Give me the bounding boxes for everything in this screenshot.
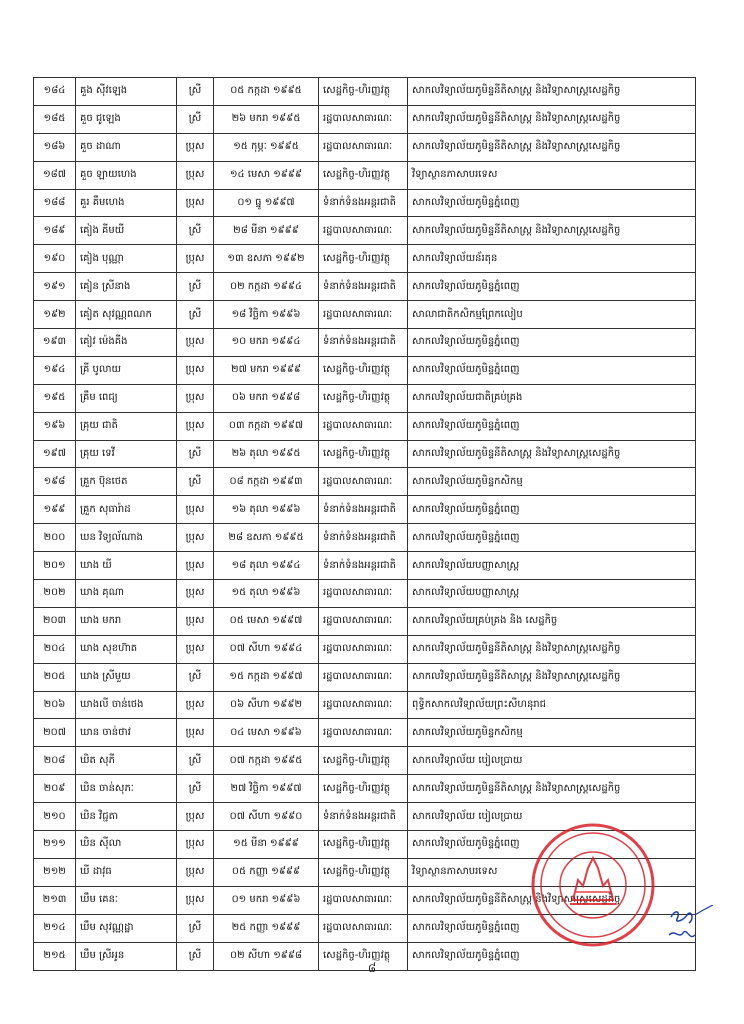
institution-cell: សាកលវិទ្យាល័យភូមិន្ទភ្នំពេញ bbox=[408, 524, 696, 552]
candidate-sex-cell: ប្រុស bbox=[177, 580, 214, 608]
date-of-birth-cell: ០៧ កក្កដា ១៩៩៥ bbox=[214, 747, 319, 775]
table-row bbox=[34, 775, 696, 803]
row-number-cell: ១៩៤ bbox=[34, 356, 76, 384]
candidate-sex-cell: ស្រី bbox=[177, 105, 214, 133]
row-number-cell: ១៩៦ bbox=[34, 412, 76, 440]
candidate-sex-cell: ស្រី bbox=[177, 217, 214, 245]
table-row bbox=[34, 133, 696, 161]
candidate-name-cell: ឃិត សុភី bbox=[76, 747, 177, 775]
date-of-birth-cell: ០៣ កក្កដា ១៩៩៧ bbox=[214, 412, 319, 440]
institution-cell: សាកលវិទ្យាល័យភូមិន្ទកសិកម្ម bbox=[408, 719, 696, 747]
candidate-name-cell: ឃី ដាវុធ bbox=[76, 858, 177, 886]
candidate-sex-cell: ស្រី bbox=[177, 914, 214, 942]
study-field-cell: រដ្ឋបាលសាធារណៈ bbox=[319, 580, 408, 608]
institution-cell: សាកលវិទ្យាល័យភូមិន្ទនីតិសាស្ត្រ និងវិទ្យាសាស្ត្រសេដ្ឋកិច្ច bbox=[408, 217, 696, 245]
candidate-name-cell: ឃាងលី ចាន់ថេង bbox=[76, 691, 177, 719]
row-number-cell: ២០៨ bbox=[34, 747, 76, 775]
date-of-birth-cell: ២៧ មករា ១៩៩៩ bbox=[214, 356, 319, 384]
row-number-cell: ១៩០ bbox=[34, 245, 76, 273]
study-field-cell: រដ្ឋបាលសាធារណៈ bbox=[319, 663, 408, 691]
date-of-birth-cell: ២៥ កញ្ញា ១៩៩៩ bbox=[214, 914, 319, 942]
candidate-name-cell: គួច ជូឡេង bbox=[76, 105, 177, 133]
date-of-birth-cell: ២៦ តុលា ១៩៩៥ bbox=[214, 440, 319, 468]
study-field-cell: សេដ្ឋកិច្ច-ហិរញ្ញវត្ថុ bbox=[319, 858, 408, 886]
institution-cell: សាកលវិទ្យាល័យភូមិន្ទភ្នំពេញ bbox=[408, 412, 696, 440]
study-field-cell: ទំនាក់ទំនងអន្តរជាតិ bbox=[319, 524, 408, 552]
date-of-birth-cell: ០៦ មករា ១៩៩៨ bbox=[214, 384, 319, 412]
date-of-birth-cell: ១៤ មេសា ១៩៩៩ bbox=[214, 161, 319, 189]
candidate-name-cell: ឃន វិទ្យល័ណាង bbox=[76, 524, 177, 552]
institution-cell: សាកលវិទ្យាល័យភូមិន្ទនីតិសាស្ត្រ និងវិទ្យាសាស្ត្រសេដ្ឋកិច្ច bbox=[408, 78, 696, 106]
institution-cell: សាកលវិទ្យាល័យ បៀលប្រាយ bbox=[408, 747, 696, 775]
candidate-name-cell: គៀង បុណ្ណា bbox=[76, 245, 177, 273]
study-field-cell: រដ្ឋបាលសាធារណៈ bbox=[319, 217, 408, 245]
date-of-birth-cell: ២៨ មីនា ១៩៩៩ bbox=[214, 217, 319, 245]
institution-cell: សាលាជាតិកសិកម្មព្រែកលៀប bbox=[408, 301, 696, 329]
row-number-cell: ១៨៨ bbox=[34, 189, 76, 217]
study-field-cell: សេដ្ឋកិច្ច-ហិរញ្ញវត្ថុ bbox=[319, 356, 408, 384]
candidate-sex-cell: ស្រី bbox=[177, 301, 214, 329]
study-field-cell: សេដ្ឋកិច្ច-ហិរញ្ញវត្ថុ bbox=[319, 831, 408, 859]
row-number-cell: ២០៤ bbox=[34, 635, 76, 663]
row-number-cell: ១៨៥ bbox=[34, 105, 76, 133]
candidate-name-cell: គ្រឹម ពេជ្យ bbox=[76, 384, 177, 412]
date-of-birth-cell: ១៥ តុលា ១៩៩៦ bbox=[214, 580, 319, 608]
study-field-cell: រដ្ឋបាលសាធារណៈ bbox=[319, 886, 408, 914]
row-number-cell: ២០២ bbox=[34, 580, 76, 608]
candidate-sex-cell: ស្រី bbox=[177, 775, 214, 803]
candidate-name-cell: ឃាង សុខហ៊ាត bbox=[76, 635, 177, 663]
date-of-birth-cell: ០៨ កក្កដា ១៩៩៣ bbox=[214, 468, 319, 496]
candidate-sex-cell: ប្រុស bbox=[177, 496, 214, 524]
date-of-birth-cell: ០២ សីហា ១៩៩៨ bbox=[214, 942, 319, 970]
candidate-sex-cell: ប្រុស bbox=[177, 412, 214, 440]
row-number-cell: ១៩៣ bbox=[34, 329, 76, 357]
date-of-birth-cell: ២៧ វិច្ឆិកា ១៩៩៧ bbox=[214, 775, 319, 803]
candidate-sex-cell: ប្រុស bbox=[177, 858, 214, 886]
study-field-cell: ទំនាក់ទំនងអន្តរជាតិ bbox=[319, 803, 408, 831]
institution-cell: សាកលវិទ្យាល័យ បៀលប្រាយ bbox=[408, 803, 696, 831]
page-number: ៨ bbox=[367, 961, 377, 975]
candidate-name-cell: ឃាង យី bbox=[76, 552, 177, 580]
table-row bbox=[34, 245, 696, 273]
institution-cell: សាកលវិទ្យាល័យភូមិន្ទនីតិសាស្ត្រ និងវិទ្យាសាស្ត្រសេដ្ឋកិច្ច bbox=[408, 635, 696, 663]
candidate-name-cell: គៀត សុវណ្ណពណក bbox=[76, 301, 177, 329]
row-number-cell: ២០៣ bbox=[34, 607, 76, 635]
study-field-cell: រដ្ឋបាលសាធារណៈ bbox=[319, 719, 408, 747]
candidate-name-cell: ឃឹម សុវណ្ណដ្ឋា bbox=[76, 914, 177, 942]
table-row bbox=[34, 384, 696, 412]
date-of-birth-cell: ០៧ សីហា ១៩៩០ bbox=[214, 803, 319, 831]
study-field-cell: សេដ្ឋកិច្ច-ហិរញ្ញវត្ថុ bbox=[319, 942, 408, 970]
table-row bbox=[34, 189, 696, 217]
row-number-cell: ២១៤ bbox=[34, 914, 76, 942]
candidate-sex-cell: ស្រី bbox=[177, 747, 214, 775]
row-number-cell: ២១២ bbox=[34, 858, 76, 886]
institution-cell: សាកលវិទ្យាល័យភូមិន្ទនីតិសាស្ត្រ និងវិទ្យាសាស្ត្រសេដ្ឋកិច្ច bbox=[408, 440, 696, 468]
study-field-cell: សេដ្ឋកិច្ច-ហិរញ្ញវត្ថុ bbox=[319, 384, 408, 412]
institution-cell: សាកលវិទ្យាល័យភូមិន្ទភ្នំពេញ bbox=[408, 831, 696, 859]
candidate-sex-cell: ប្រុស bbox=[177, 552, 214, 580]
row-number-cell: ២១៣ bbox=[34, 886, 76, 914]
institution-cell: សាកលវិទ្យាល័យភូមិន្ទភ្នំពេញ bbox=[408, 273, 696, 301]
date-of-birth-cell: ២៨ ឧសភា ១៩៩៥ bbox=[214, 524, 319, 552]
candidate-name-cell: គៀន ស្រីនាង bbox=[76, 273, 177, 301]
candidate-name-cell: ឃឹម គេនៈ bbox=[76, 886, 177, 914]
candidate-sex-cell: ប្រុស bbox=[177, 384, 214, 412]
date-of-birth-cell: ១៣ ឧសភា ១៩៩២ bbox=[214, 245, 319, 273]
candidate-name-cell: គ្រី បូលាយ bbox=[76, 356, 177, 384]
study-field-cell: រដ្ឋបាលសាធារណៈ bbox=[319, 468, 408, 496]
candidate-name-cell: ឃិន ស៊ីលា bbox=[76, 831, 177, 859]
candidate-name-cell: ឃឹម ស្រីអូន bbox=[76, 942, 177, 970]
table-row bbox=[34, 301, 696, 329]
candidate-sex-cell: ប្រុស bbox=[177, 831, 214, 859]
row-number-cell: ២០០ bbox=[34, 524, 76, 552]
study-field-cell: រដ្ឋបាលសាធារណៈ bbox=[319, 691, 408, 719]
candidate-sex-cell: ប្រុស bbox=[177, 691, 214, 719]
table-row bbox=[34, 552, 696, 580]
candidate-sex-cell: ប្រុស bbox=[177, 803, 214, 831]
row-number-cell: ១៨៧ bbox=[34, 161, 76, 189]
candidate-sex-cell: ប្រុស bbox=[177, 356, 214, 384]
candidate-name-cell: គៀង គីមយី bbox=[76, 217, 177, 245]
study-field-cell: រដ្ឋបាលសាធារណៈ bbox=[319, 607, 408, 635]
official-seal bbox=[528, 820, 658, 950]
table-row bbox=[34, 356, 696, 384]
date-of-birth-cell: ០៥ កក្កដា ១៩៩៥ bbox=[214, 78, 319, 106]
study-field-cell: ទំនាក់ទំនងអន្តរជាតិ bbox=[319, 496, 408, 524]
study-field-cell: សេដ្ឋកិច្ច-ហិរញ្ញវត្ថុ bbox=[319, 775, 408, 803]
study-field-cell: ទំនាក់ទំនងអន្តរជាតិ bbox=[319, 189, 408, 217]
table-row bbox=[34, 663, 696, 691]
row-number-cell: ១៩១ bbox=[34, 273, 76, 301]
institution-cell: សាកលវិទ្យាល័យន័រតុន bbox=[408, 245, 696, 273]
row-number-cell: ១៩៩ bbox=[34, 496, 76, 524]
candidate-sex-cell: ប្រុស bbox=[177, 635, 214, 663]
row-number-cell: ១៩៥ bbox=[34, 384, 76, 412]
date-of-birth-cell: ១០ មករា ១៩៩៤ bbox=[214, 329, 319, 357]
institution-cell: សាកលវិទ្យាល័យភូមិន្ទកសិកម្ម bbox=[408, 468, 696, 496]
date-of-birth-cell: ០៥ មេសា ១៩៩៧ bbox=[214, 607, 319, 635]
study-field-cell: រដ្ឋបាលសាធារណៈ bbox=[319, 105, 408, 133]
candidate-sex-cell: ស្រី bbox=[177, 942, 214, 970]
study-field-cell: រដ្ឋបាលសាធារណៈ bbox=[319, 412, 408, 440]
candidate-name-cell: ឃាង គុណា bbox=[76, 580, 177, 608]
candidate-sex-cell: ប្រុស bbox=[177, 886, 214, 914]
handwritten-signature bbox=[665, 905, 715, 945]
date-of-birth-cell: ១៥ មីនា ១៩៩៩ bbox=[214, 831, 319, 859]
row-number-cell: ២០៦ bbox=[34, 691, 76, 719]
table-row bbox=[34, 78, 696, 106]
study-field-cell: រដ្ឋបាលសាធារណៈ bbox=[319, 133, 408, 161]
date-of-birth-cell: ០៦ សីហា ១៩៩២ bbox=[214, 691, 319, 719]
institution-cell: សាកលវិទ្យាល័យភូមិន្ទនីតិសាស្ត្រ និងវិទ្យាសាស្ត្រសេដ្ឋកិច្ច bbox=[408, 886, 696, 914]
study-field-cell: រដ្ឋបាលសាធារណៈ bbox=[319, 635, 408, 663]
candidate-name-cell: គៀវ ម៉េងគីង bbox=[76, 329, 177, 357]
candidate-sex-cell: ស្រី bbox=[177, 663, 214, 691]
candidate-name-cell: គ្រួក ប៊ុនថេត bbox=[76, 468, 177, 496]
candidate-name-cell: គ្រុយ ជាតិ bbox=[76, 412, 177, 440]
row-number-cell: ១៩២ bbox=[34, 301, 76, 329]
date-of-birth-cell: ១៥ កុម្ភៈ ១៩៩៥ bbox=[214, 133, 319, 161]
table-row bbox=[34, 161, 696, 189]
candidate-name-cell: គ្រួក សុធារ៉ាដ bbox=[76, 496, 177, 524]
study-field-cell: រដ្ឋបាលសាធារណៈ bbox=[319, 914, 408, 942]
candidate-name-cell: ឃិន វិជ្ជតា bbox=[76, 803, 177, 831]
candidate-sex-cell: ប្រុស bbox=[177, 133, 214, 161]
study-field-cell: ទំនាក់ទំនងអន្តរជាតិ bbox=[319, 552, 408, 580]
date-of-birth-cell: ១៥ កក្កដា ១៩៩៧ bbox=[214, 663, 319, 691]
candidate-sex-cell: ប្រុស bbox=[177, 329, 214, 357]
table-row bbox=[34, 580, 696, 608]
date-of-birth-cell: ១៨ វិច្ឆិកា ១៩៩៦ bbox=[214, 301, 319, 329]
candidate-sex-cell: ស្រី bbox=[177, 468, 214, 496]
study-field-cell: សេដ្ឋកិច្ច-ហិរញ្ញវត្ថុ bbox=[319, 245, 408, 273]
table-row bbox=[34, 524, 696, 552]
study-field-cell: ទំនាក់ទំនងអន្តរជាតិ bbox=[319, 329, 408, 357]
date-of-birth-cell: ០៥ កញ្ញា ១៩៩៩ bbox=[214, 858, 319, 886]
study-field-cell: សេដ្ឋកិច្ច-ហិរញ្ញវត្ថុ bbox=[319, 78, 408, 106]
candidate-name-cell: ឃិន ចាន់សុភៈ bbox=[76, 775, 177, 803]
candidate-sex-cell: ប្រុស bbox=[177, 524, 214, 552]
study-field-cell: សេដ្ឋកិច្ច-ហិរញ្ញវត្ថុ bbox=[319, 747, 408, 775]
date-of-birth-cell: ០២ កក្កដា ១៩៩៤ bbox=[214, 273, 319, 301]
institution-cell: សាកលវិទ្យាល័យភូមិន្ទនីតិសាស្ត្រ និងវិទ្យាសាស្ត្រសេដ្ឋកិច្ច bbox=[408, 663, 696, 691]
row-number-cell: ២១៥ bbox=[34, 942, 76, 970]
institution-cell: សាកលវិទ្យាល័យភូមិន្ទភ្នំពេញ bbox=[408, 942, 696, 970]
institution-cell: សាកលវិទ្យាល័យភូមិន្ទភ្នំពេញ bbox=[408, 914, 696, 942]
table-row bbox=[34, 719, 696, 747]
row-number-cell: ១៩៨ bbox=[34, 468, 76, 496]
table-row bbox=[34, 635, 696, 663]
candidate-name-cell: ឃាង ស្រីមួយ bbox=[76, 663, 177, 691]
institution-cell: ពុទ្ធិកសាកលវិទ្យាល័យព្រះសីហនុរាជ bbox=[408, 691, 696, 719]
row-number-cell: ១៩៧ bbox=[34, 440, 76, 468]
candidate-sex-cell: ស្រី bbox=[177, 273, 214, 301]
table-row bbox=[34, 217, 696, 245]
table-row bbox=[34, 607, 696, 635]
table-row bbox=[34, 496, 696, 524]
row-number-cell: ១៨៩ bbox=[34, 217, 76, 245]
institution-cell: សាកលវិទ្យាល័យជាតិគ្រប់គ្រង bbox=[408, 384, 696, 412]
table-row bbox=[34, 273, 696, 301]
date-of-birth-cell: ២៦ មករា ១៩៩៥ bbox=[214, 105, 319, 133]
candidate-sex-cell: ស្រី bbox=[177, 440, 214, 468]
row-number-cell: ២០៩ bbox=[34, 775, 76, 803]
date-of-birth-cell: ០១ ធ្នូ ១៩៩៧ bbox=[214, 189, 319, 217]
date-of-birth-cell: ០១ មករា ១៩៩៦ bbox=[214, 886, 319, 914]
date-of-birth-cell: ០៧ សីហា ១៩៩៤ bbox=[214, 635, 319, 663]
candidate-sex-cell: ស្រី bbox=[177, 78, 214, 106]
table-row bbox=[34, 691, 696, 719]
study-field-cell: សេដ្ឋកិច្ច-ហិរញ្ញវត្ថុ bbox=[319, 161, 408, 189]
institution-cell: សាកលវិទ្យាល័យបញ្ញាសាស្ត្រ bbox=[408, 580, 696, 608]
row-number-cell: ២១០ bbox=[34, 803, 76, 831]
row-number-cell: ២០៧ bbox=[34, 719, 76, 747]
institution-cell: សាកលវិទ្យាល័យភូមិន្ទនីតិសាស្ត្រ និងវិទ្យាសាស្ត្រសេដ្ឋកិច្ច bbox=[408, 775, 696, 803]
candidate-name-cell: ឃាន ចាន់ថាវ bbox=[76, 719, 177, 747]
institution-cell: សាកលវិទ្យាល័យភូមិន្ទនីតិសាស្ត្រ និងវិទ្យាសាស្ត្រសេដ្ឋកិច្ច bbox=[408, 105, 696, 133]
row-number-cell: ២០១ bbox=[34, 552, 76, 580]
table-row bbox=[34, 468, 696, 496]
institution-cell: សាកលវិទ្យាល័យគ្រប់គ្រង និង សេដ្ឋកិច្ច bbox=[408, 607, 696, 635]
candidate-sex-cell: ប្រុស bbox=[177, 189, 214, 217]
candidate-name-cell: ឃាង មករា bbox=[76, 607, 177, 635]
table-row bbox=[34, 440, 696, 468]
date-of-birth-cell: ១៨ តុលា ១៩៩៤ bbox=[214, 552, 319, 580]
institution-cell: សាកលវិទ្យាល័យភូមិន្ទភ្នំពេញ bbox=[408, 496, 696, 524]
institution-cell: សាកលវិទ្យាល័យបញ្ញាសាស្ត្រ bbox=[408, 552, 696, 580]
candidate-sex-cell: ប្រុស bbox=[177, 719, 214, 747]
date-of-birth-cell: ០៤ មេសា ១៩៩៦ bbox=[214, 719, 319, 747]
study-field-cell: រដ្ឋបាលសាធារណៈ bbox=[319, 301, 408, 329]
candidate-name-cell: គួង ស៊ីវឡេង bbox=[76, 78, 177, 106]
table-row bbox=[34, 329, 696, 357]
institution-cell: សាកលវិទ្យាល័យភូមិន្ទនីតិសាស្ត្រ និងវិទ្យាសាស្ត្រសេដ្ឋកិច្ច bbox=[408, 133, 696, 161]
candidate-sex-cell: ប្រុស bbox=[177, 161, 214, 189]
study-field-cell: សេដ្ឋកិច្ច-ហិរញ្ញវត្ថុ bbox=[319, 440, 408, 468]
institution-cell: វិទ្យាស្ថានភាសាបរទេស bbox=[408, 161, 696, 189]
study-field-cell: ទំនាក់ទំនងអន្តរជាតិ bbox=[319, 273, 408, 301]
row-number-cell: ១៨៦ bbox=[34, 133, 76, 161]
table-row bbox=[34, 412, 696, 440]
candidate-name-cell: គួច ឡាយហេង bbox=[76, 161, 177, 189]
institution-cell: សាកលវិទ្យាល័យភូមិន្ទភ្នំពេញ bbox=[408, 189, 696, 217]
row-number-cell: ២១១ bbox=[34, 831, 76, 859]
candidate-sex-cell: ប្រុស bbox=[177, 607, 214, 635]
institution-cell: សាកលវិទ្យាល័យភូមិន្ទភ្នំពេញ bbox=[408, 356, 696, 384]
date-of-birth-cell: ១៦ តុលា ១៩៩៦ bbox=[214, 496, 319, 524]
institution-cell: វិទ្យាស្ថានភាសាបរទេស bbox=[408, 858, 696, 886]
candidate-sex-cell: ប្រុស bbox=[177, 245, 214, 273]
table-row bbox=[34, 105, 696, 133]
candidate-name-cell: គួច ដាណា bbox=[76, 133, 177, 161]
row-number-cell: ១៨៤ bbox=[34, 78, 76, 106]
candidate-name-cell: គួរ គឹមហេង bbox=[76, 189, 177, 217]
institution-cell: សាកលវិទ្យាល័យភូមិន្ទភ្នំពេញ bbox=[408, 329, 696, 357]
table-row bbox=[34, 747, 696, 775]
candidate-name-cell: គ្រុយ ទេវី bbox=[76, 440, 177, 468]
row-number-cell: ២០៥ bbox=[34, 663, 76, 691]
